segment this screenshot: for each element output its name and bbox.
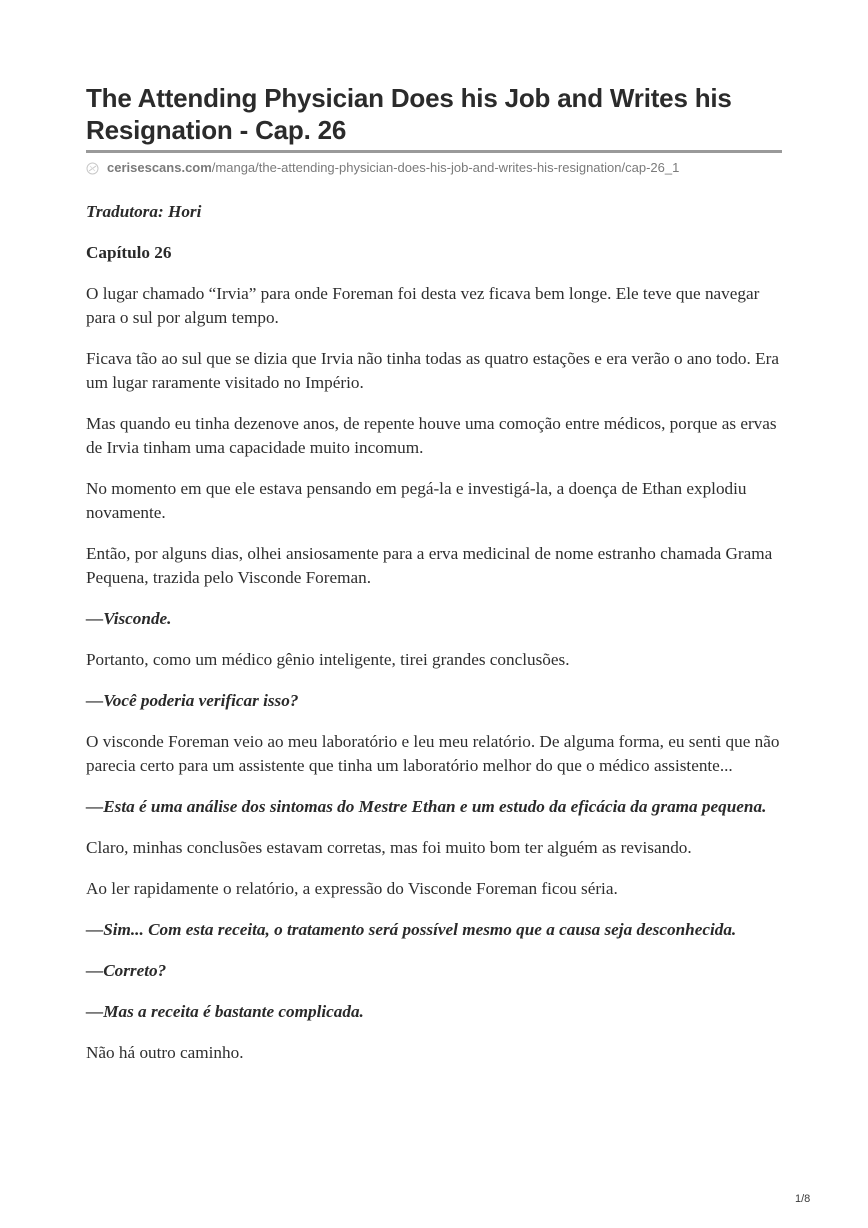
source-path[interactable]: /manga/the-attending-physician-does-his-job-and-writes-his-resignation/cap-26_1 xyxy=(211,160,680,175)
page-title: The Attending Physician Does his Job and Writes his Resignation - Cap. 26 xyxy=(86,83,732,145)
page-number: 1/8 xyxy=(795,1193,811,1205)
dialogue-line: —Correto? xyxy=(86,961,167,980)
article-body xyxy=(86,200,786,1082)
paragraph: O visconde Foreman veio ao meu laboratório e leu meu relatório. De alguma forma, eu senti que não parecia certo para um assistente que tinha um laboratório melhor do que o médico assistente... xyxy=(86,732,780,775)
paragraph: No momento em que ele estava pensando em pegá-la e investigá-la, a doença de Ethan explodiu novamente. xyxy=(86,479,747,522)
title-divider xyxy=(86,150,782,153)
dialogue-line: —Esta é uma análise dos sintomas do Mestre Ethan e um estudo da eficácia da grama pequena. xyxy=(86,797,767,816)
paragraph: Ficava tão ao sul que se dizia que Irvia não tinha todas as quatro estações e era verão o ano todo. Era um lugar raramente visitado no Império. xyxy=(86,349,779,392)
paragraph: Não há outro caminho. xyxy=(86,1043,244,1062)
paragraph: Claro, minhas conclusões estavam corretas, mas foi muito bom ter alguém as revisando. xyxy=(86,838,692,857)
dialogue-line: —Sim... Com esta receita, o tratamento será possível mesmo que a causa seja desconhecida. xyxy=(86,920,737,939)
paragraph: Mas quando eu tinha dezenove anos, de repente houve uma comoção entre médicos, porque as ervas de Irvia tinham uma capacidade muito incomum. xyxy=(86,414,777,457)
paragraph: Então, por alguns dias, olhei ansiosamente para a erva medicinal de nome estranho chamada Grama Pequena, trazida pelo Visconde Foreman. xyxy=(86,544,773,587)
link-icon xyxy=(86,162,99,175)
source-domain[interactable]: cerisescans.com xyxy=(107,160,212,175)
translator-credit: Tradutora: Hori xyxy=(86,202,202,221)
dialogue-line: —Mas a receita é bastante complicada. xyxy=(86,1002,364,1021)
dialogue-line: —Visconde. xyxy=(86,609,172,628)
paragraph: O lugar chamado “Irvia” para onde Foreman foi desta vez ficava bem longe. Ele teve que navegar para o sul por algum tempo. xyxy=(86,284,760,327)
paragraph: Portanto, como um médico gênio inteligente, tirei grandes conclusões. xyxy=(86,650,570,669)
dialogue-line: —Você poderia verificar isso? xyxy=(86,691,299,710)
chapter-heading: Capítulo 26 xyxy=(86,243,172,262)
paragraph: Ao ler rapidamente o relatório, a expressão do Visconde Foreman ficou séria. xyxy=(86,879,618,898)
source-url[interactable] xyxy=(86,160,786,176)
